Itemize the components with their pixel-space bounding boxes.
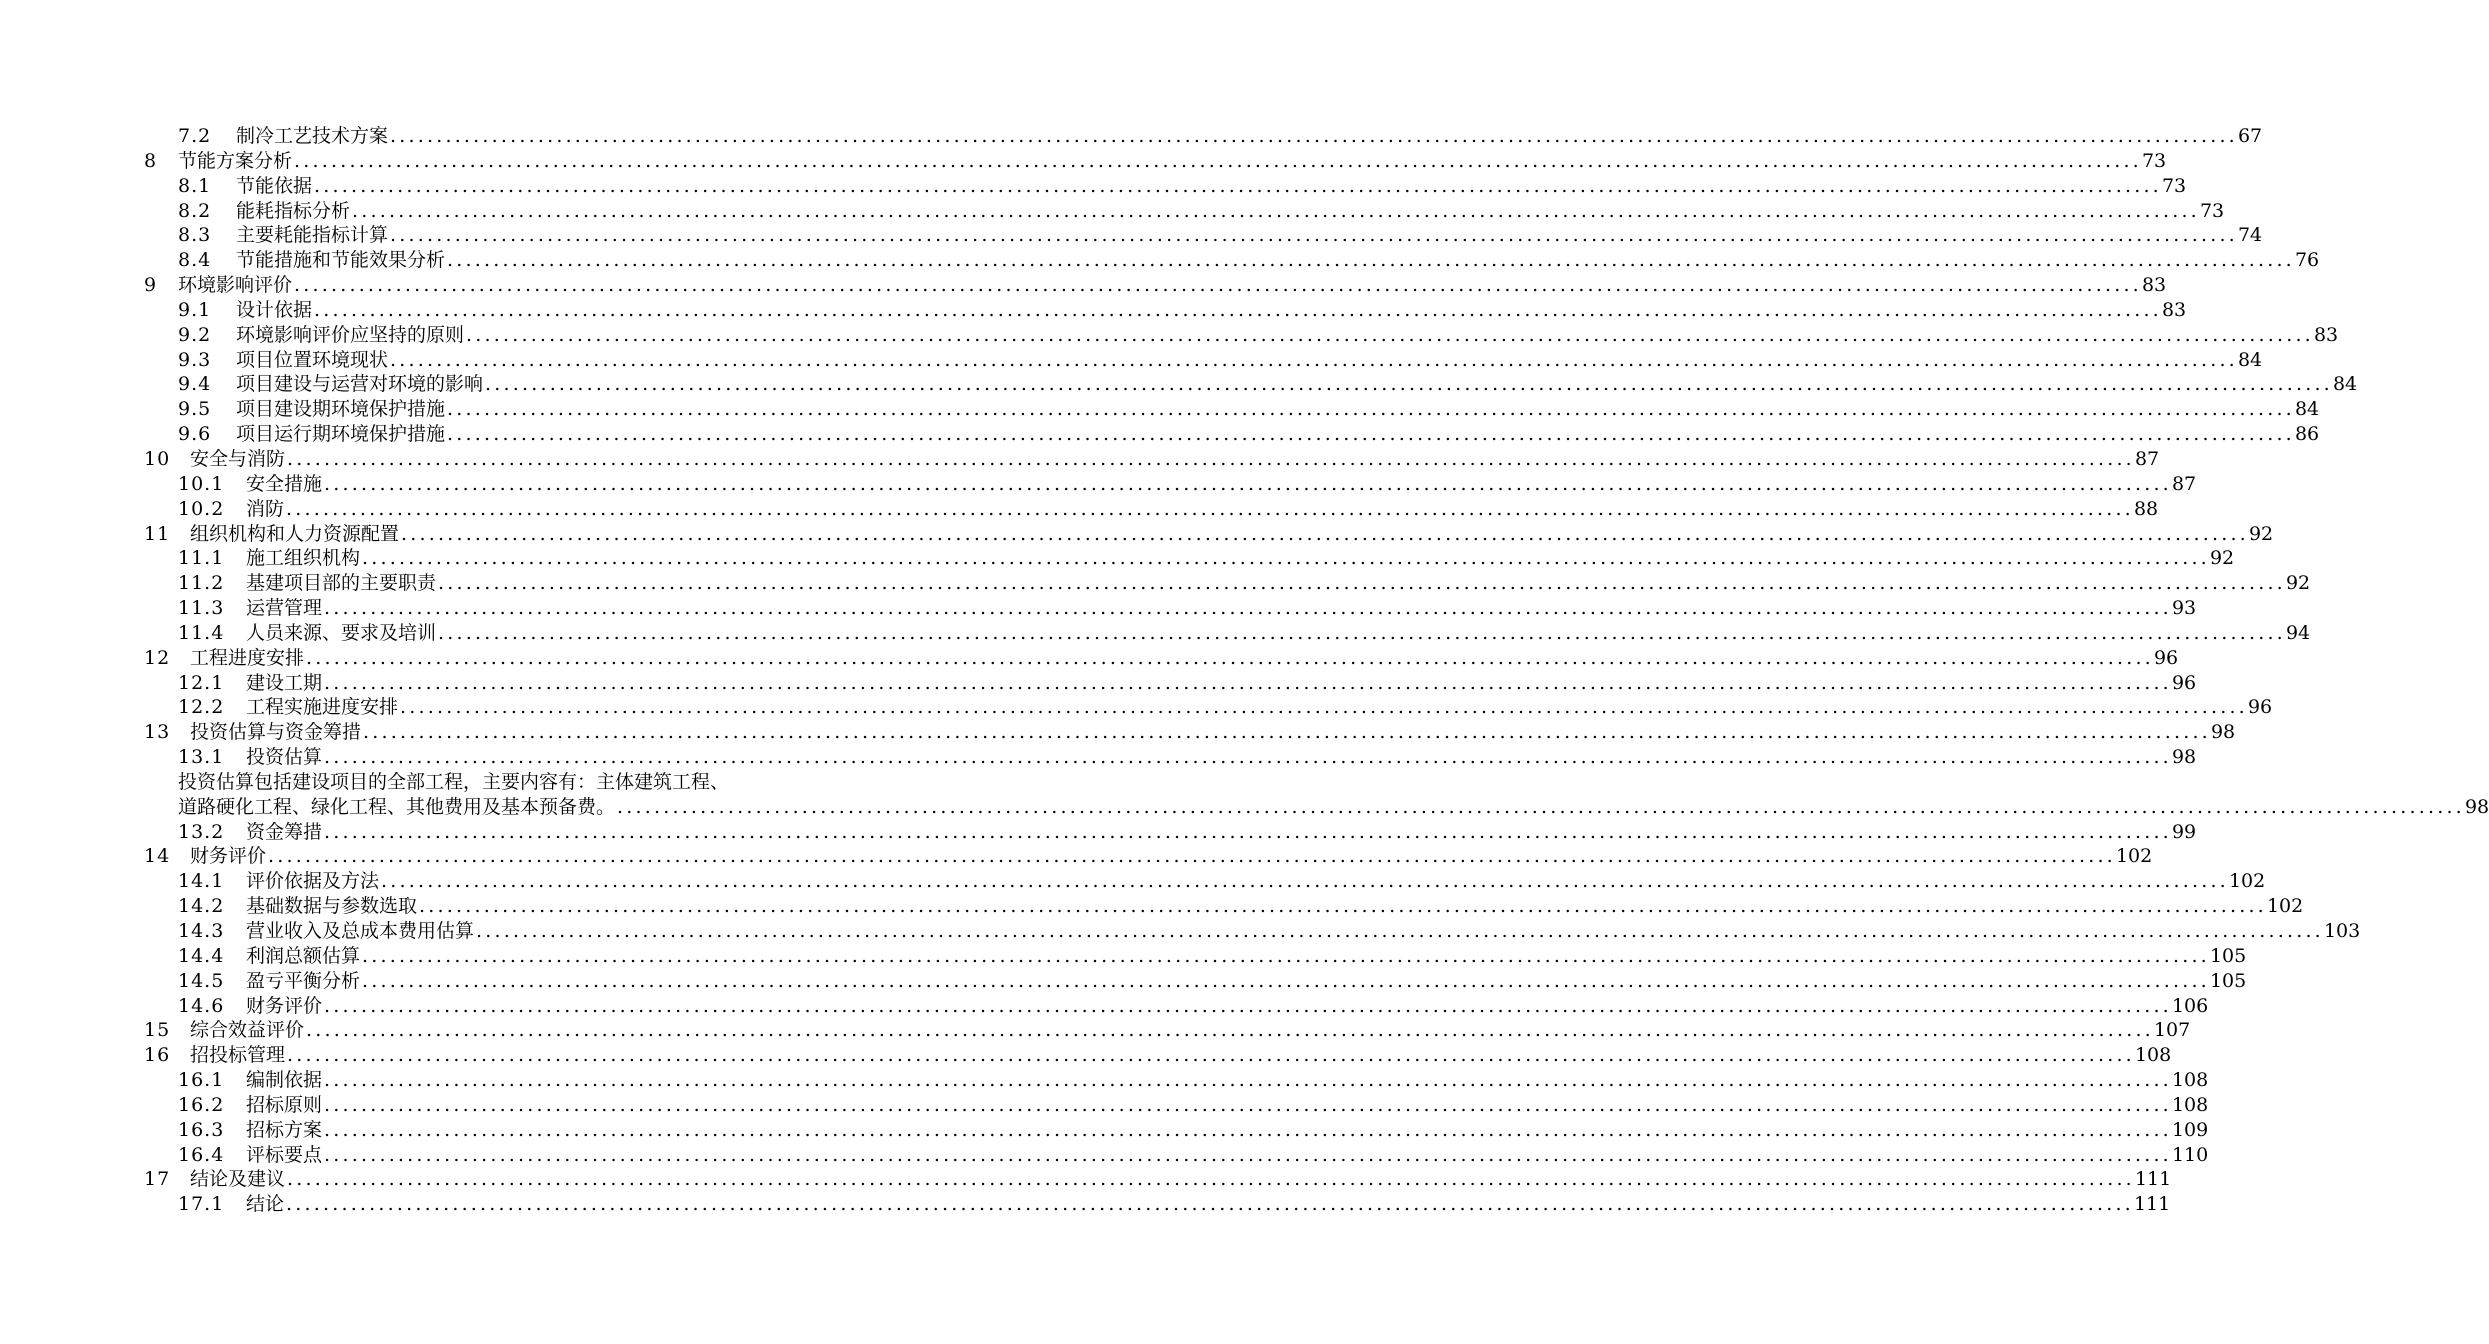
toc-page-number: 96 <box>2247 696 2273 719</box>
toc-subsection-entry[interactable] <box>0 994 2209 1019</box>
toc-page-number: 74 <box>2237 224 2263 247</box>
toc-dot-leader: ........................................................................................................................................................................................................ <box>324 597 2172 620</box>
toc-page-number: 103 <box>2323 920 2361 942</box>
toc-entry-number: 14.1 <box>178 870 225 893</box>
toc-entry-line <box>190 522 2274 547</box>
toc-page-number: 92 <box>2285 572 2311 595</box>
toc-dot-leader: ........................................................................................................................................................................................................ <box>390 224 2238 247</box>
toc-entry-title: 项目位置环境现状 <box>236 348 389 371</box>
toc-dot-leader: ........................................................................................................................................................................................................ <box>362 547 2210 570</box>
toc-dot-leader: ........................................................................................................................................................................................................ <box>438 572 2286 595</box>
toc-entry-number: 13.1 <box>178 746 225 769</box>
toc-entry-line <box>236 174 2187 199</box>
toc-entry-number: 9.5 <box>178 398 212 421</box>
toc-entry-title: 施工组织机构 <box>246 547 361 570</box>
toc-entry-title: 制冷工艺技术方案 <box>236 125 389 147</box>
toc-subsection-entry[interactable] <box>0 820 2197 845</box>
toc-entry-title: 结论及建议 <box>190 1168 286 1191</box>
toc-entry-line <box>178 795 2489 820</box>
toc-subsection-entry[interactable] <box>0 745 2197 770</box>
toc-entry-number: 17.1 <box>178 1193 225 1216</box>
toc-page-number: 84 <box>2237 348 2263 371</box>
toc-entry-number: 14.5 <box>178 969 225 992</box>
toc-section-entry[interactable] <box>0 720 2236 745</box>
toc-entry-number: 13.2 <box>178 820 225 843</box>
toc-entry-number: 8.3 <box>178 224 212 247</box>
toc-entry-number: 14.4 <box>178 944 225 967</box>
toc-entry-number: 16.4 <box>178 1143 225 1166</box>
toc-entry-title: 利润总额估算 <box>246 944 361 967</box>
toc-subsection-entry[interactable] <box>0 323 2339 348</box>
toc-page-number: 102 <box>2228 870 2266 893</box>
toc-subsection-entry[interactable] <box>0 596 2197 621</box>
toc-entry-title: 财务评价 <box>246 994 323 1017</box>
toc-dot-leader: ........................................................................................................................................................................................................ <box>287 1044 2135 1067</box>
toc-page-number: 105 <box>2209 944 2247 967</box>
toc-page-number: 111 <box>2134 1168 2172 1191</box>
toc-entry-number: 9.2 <box>178 323 212 346</box>
toc-entry-number: 8.4 <box>178 249 212 272</box>
toc-dot-leader: ........................................................................................................................................................................................................ <box>447 398 2295 421</box>
toc-entry-title: 消防 <box>246 497 285 520</box>
toc-subsection-entry[interactable] <box>0 248 2320 273</box>
toc-dot-leader: ........................................................................................................................................................................................................ <box>363 721 2211 744</box>
toc-subsection-entry[interactable] <box>0 894 2304 919</box>
toc-entry-number: 15 <box>144 1019 171 1042</box>
toc-section-entry[interactable] <box>0 844 2153 869</box>
toc-subsection-entry[interactable] <box>0 472 2197 497</box>
toc-entry-line <box>246 1143 2209 1168</box>
toc-entry-title: 节能方案分析 <box>178 149 293 172</box>
toc-entry-number: 7.2 <box>178 125 212 147</box>
toc-subsection-entry[interactable] <box>0 223 2263 248</box>
toc-entry-line <box>190 844 2153 869</box>
toc-entry-number: 10.2 <box>178 497 225 520</box>
toc-entry-number: 12.1 <box>178 671 225 694</box>
toc-dot-leader: ........................................................................................................................................................................................................ <box>617 795 2465 818</box>
toc-entry-line <box>246 571 2311 596</box>
toc-dot-leader: ........................................................................................................................................................................................................ <box>324 472 2172 495</box>
toc-entry-title: 组织机构和人力资源配置 <box>190 522 400 545</box>
toc-entry-title: 编制依据 <box>246 1069 323 1092</box>
toc-dot-leader: ........................................................................................................................................................................................................ <box>324 1093 2172 1116</box>
toc-entry-line <box>236 124 2263 149</box>
toc-subsection-entry[interactable] <box>0 571 2311 596</box>
toc-entry-title: 节能依据 <box>236 174 313 197</box>
toc-dot-leader: ........................................................................................................................................................................................................ <box>268 845 2116 868</box>
toc-page-number: 110 <box>2171 1143 2209 1166</box>
toc-entry-line <box>246 695 2273 720</box>
toc-entry-number: 11.1 <box>178 547 225 570</box>
toc-dot-leader: ........................................................................................................................................................................................................ <box>306 646 2154 669</box>
toc-entry-line <box>246 596 2197 621</box>
toc-page-number: 102 <box>2115 845 2153 868</box>
toc-page-number: 83 <box>2141 274 2167 297</box>
toc-subsection-entry[interactable] <box>0 348 2263 373</box>
toc-dot-leader: ........................................................................................................................................................................................................ <box>324 994 2172 1017</box>
toc-subsection-entry[interactable] <box>0 969 2247 994</box>
toc-dot-leader: ........................................................................................................................................................................................................ <box>401 522 2249 545</box>
toc-subsection-entry[interactable] <box>0 497 2159 522</box>
toc-entry-title: 设计依据 <box>236 298 313 321</box>
toc-entry-title: 人员来源、要求及培训 <box>246 621 437 644</box>
toc-page-number: 105 <box>2209 969 2247 992</box>
toc-dot-leader: ........................................................................................................................................................................................................ <box>447 423 2295 446</box>
toc-dot-leader: ........................................................................................................................................................................................................ <box>324 1069 2172 1092</box>
toc-page-number: 107 <box>2153 1019 2191 1042</box>
toc-entry-line <box>190 1018 2191 1043</box>
toc-entry-title: 安全与消防 <box>190 447 286 470</box>
toc-section-entry[interactable] <box>0 149 2167 174</box>
toc-entry-number: 12 <box>144 646 171 669</box>
toc-entry-title: 基础数据与参数选取 <box>246 895 418 918</box>
toc-section-entry[interactable] <box>0 646 2179 671</box>
toc-subsection-entry[interactable] <box>0 372 2358 397</box>
toc-page-number: 84 <box>2294 398 2320 421</box>
toc-page-number: 92 <box>2209 547 2235 570</box>
toc-subsection-entry[interactable] <box>0 174 2187 199</box>
toc-section-entry[interactable] <box>0 795 2489 820</box>
toc-entry-title: 招标原则 <box>246 1093 323 1116</box>
toc-entry-title: 投资估算与资金筹措 <box>190 721 362 744</box>
toc-page-number: 108 <box>2171 1069 2209 1092</box>
toc-entry-number: 10 <box>144 447 171 470</box>
toc-dot-leader: ........................................................................................................................................................................................................ <box>314 174 2162 197</box>
toc-section-entry[interactable] <box>0 273 2167 298</box>
toc-entry-number: 17 <box>144 1168 171 1191</box>
toc-subsection-entry[interactable] <box>0 869 2266 894</box>
toc-entry-line <box>246 869 2266 894</box>
toc-entry-title: 环境影响评价 <box>178 274 293 297</box>
toc-dot-leader: ........................................................................................................................................................................................................ <box>306 1019 2154 1042</box>
toc-dot-leader: ........................................................................................................................................................................................................ <box>294 274 2142 297</box>
toc-entry-number: 14.3 <box>178 920 225 942</box>
toc-dot-leader: ........................................................................................................................................................................................................ <box>324 746 2172 769</box>
toc-entry-title: 工程实施进度安排 <box>246 696 399 719</box>
toc-entry-number: 8.1 <box>178 174 212 197</box>
toc-page-number: 73 <box>2161 174 2187 197</box>
toc-page-number: 83 <box>2161 298 2187 321</box>
toc-entry-line <box>236 248 2320 273</box>
toc-entry-title: 财务评价 <box>190 845 267 868</box>
toc-dot-leader: ........................................................................................................................................................................................................ <box>286 497 2134 520</box>
toc-page-number: 96 <box>2153 646 2179 669</box>
toc-subsection-entry[interactable] <box>0 1068 2209 1093</box>
toc-entry-title: 能耗指标分析 <box>236 199 351 222</box>
toc-subsection-entry[interactable] <box>0 199 2225 224</box>
toc-entry-title: 道路硬化工程、绿化工程、其他费用及基本预备费。 <box>178 795 616 818</box>
toc-entry-line <box>246 919 2361 944</box>
toc-body-text-content: 投资估算包括建设项目的全部工程，主要内容有：主体建筑工程、 <box>178 770 730 793</box>
toc-dot-leader: ........................................................................................................................................................................................................ <box>287 447 2135 470</box>
toc-entry-line <box>236 199 2225 224</box>
toc-subsection-entry[interactable] <box>0 944 2247 969</box>
toc-entry-line <box>246 546 2235 571</box>
toc-entry-number: 10.1 <box>178 472 225 495</box>
toc-section-entry[interactable] <box>0 1043 2172 1068</box>
toc-section-entry[interactable] <box>0 447 2160 472</box>
toc-entry-title: 主要耗能指标计算 <box>236 224 389 247</box>
toc-entry-title: 评价依据及方法 <box>246 870 380 893</box>
toc-page-number: 73 <box>2199 199 2225 222</box>
toc-entry-number: 11.3 <box>178 597 225 620</box>
toc-section-entry[interactable] <box>0 522 2274 547</box>
toc-entry-line <box>190 646 2179 671</box>
toc-entry-line <box>246 1093 2209 1118</box>
toc-dot-leader: ........................................................................................................................................................................................................ <box>324 820 2172 843</box>
toc-entry-title: 节能措施和节能效果分析 <box>236 249 446 272</box>
toc-dot-leader: ........................................................................................................................................................................................................ <box>352 199 2200 222</box>
toc-entry-number: 14.6 <box>178 994 225 1017</box>
toc-entry-title: 招投标管理 <box>190 1044 286 1067</box>
toc-entry-number: 11.4 <box>178 621 225 644</box>
toc-entry-number: 12.2 <box>178 696 225 719</box>
toc-page-number: 94 <box>2285 621 2311 644</box>
toc-subsection-entry[interactable] <box>0 1143 2209 1168</box>
toc-entry-title: 运营管理 <box>246 597 323 620</box>
toc-dot-leader: ........................................................................................................................................................................................................ <box>324 1118 2172 1141</box>
toc-entry-line <box>246 1192 2171 1217</box>
toc-entry-line <box>246 1068 2209 1093</box>
toc-entry-title: 评标要点 <box>246 1143 323 1166</box>
toc-entry-title: 项目运行期环境保护措施 <box>236 423 446 446</box>
toc-page-number: 96 <box>2171 671 2197 694</box>
toc-subsection-entry[interactable] <box>0 1192 2171 1217</box>
toc-page-number: 106 <box>2171 994 2209 1017</box>
toc-entry-line <box>246 894 2304 919</box>
toc-page-number: 87 <box>2171 472 2197 495</box>
toc-entry-number: 16.3 <box>178 1118 225 1141</box>
toc-dot-leader: ........................................................................................................................................................................................................ <box>362 969 2210 992</box>
toc-entry-title: 建设工期 <box>246 671 323 694</box>
toc-page-number: 108 <box>2134 1044 2172 1067</box>
toc-entry-line <box>236 223 2263 248</box>
toc-entry-line <box>246 497 2159 522</box>
toc-entry-line <box>236 397 2320 422</box>
toc-entry-number: 11 <box>144 522 171 545</box>
toc-entry-title: 投资估算 <box>246 746 323 769</box>
toc-entry-number: 9.3 <box>178 348 212 371</box>
toc-subsection-entry[interactable] <box>0 422 2320 447</box>
toc-dot-leader: ........................................................................................................................................................................................................ <box>438 621 2286 644</box>
toc-page-number: 93 <box>2171 597 2197 620</box>
toc-dot-leader: ........................................................................................................................................................................................................ <box>390 348 2238 371</box>
toc-dot-leader: ........................................................................................................................................................................................................ <box>314 298 2162 321</box>
toc-entry-line <box>178 273 2167 298</box>
toc-entry-title: 综合效益评价 <box>190 1019 305 1042</box>
toc-dot-leader: ........................................................................................................................................................................................................ <box>362 944 2210 967</box>
toc-section-entry[interactable] <box>0 1018 2191 1043</box>
toc-page-number: 109 <box>2171 1118 2209 1141</box>
toc-entry-line <box>236 298 2187 323</box>
toc-section-entry[interactable] <box>0 1167 2172 1192</box>
toc-entry-number: 16 <box>144 1044 171 1067</box>
toc-entry-line <box>246 745 2197 770</box>
toc-entry-title: 结论 <box>246 1193 285 1216</box>
toc-entry-title: 项目建设期环境保护措施 <box>236 398 446 421</box>
toc-subsection-entry[interactable] <box>0 671 2197 696</box>
toc-page-number: 98 <box>2171 746 2197 769</box>
toc-entry-title: 安全措施 <box>246 472 323 495</box>
toc-dot-leader: ........................................................................................................................................................................................................ <box>400 696 2248 719</box>
toc-entry-number: 13 <box>144 721 171 744</box>
toc-page-number: 99 <box>2171 820 2197 843</box>
toc-page-number: 98 <box>2210 721 2236 744</box>
toc-entry-number: 8 <box>144 149 158 172</box>
toc-entry-title: 工程进度安排 <box>190 646 305 669</box>
toc-page-number: 83 <box>2313 323 2339 346</box>
toc-dot-leader: ........................................................................................................................................................................................................ <box>447 249 2295 272</box>
toc-entry-title: 营业收入及总成本费用估算 <box>246 920 475 942</box>
toc-page-number: 73 <box>2141 149 2167 172</box>
toc-subsection-entry[interactable] <box>0 124 2263 149</box>
toc-page-number: 87 <box>2134 447 2160 470</box>
toc-dot-leader: ........................................................................................................................................................................................................ <box>419 895 2267 918</box>
toc-page-number: 108 <box>2171 1093 2209 1116</box>
toc-entry-title: 项目建设与运营对环境的影响 <box>236 373 484 396</box>
toc-entry-line <box>236 323 2339 348</box>
toc-subsection-entry[interactable] <box>0 397 2320 422</box>
toc-entry-number: 16.2 <box>178 1093 225 1116</box>
toc-entry-line <box>246 621 2311 646</box>
toc-dot-leader: ........................................................................................................................................................................................................ <box>324 1143 2172 1166</box>
toc-page-number: 92 <box>2248 522 2274 545</box>
toc-subsection-entry[interactable] <box>0 1093 2209 1118</box>
toc-entry-number: 16.1 <box>178 1069 225 1092</box>
toc-entry-number: 9.4 <box>178 373 212 396</box>
toc-dot-leader: ........................................................................................................................................................................................................ <box>476 920 2324 942</box>
toc-dot-leader: ........................................................................................................................................................................................................ <box>466 323 2314 346</box>
toc-entry-line <box>190 447 2160 472</box>
toc-dot-leader: ........................................................................................................................................................................................................ <box>287 1168 2135 1191</box>
toc-subsection-entry[interactable] <box>0 1118 2209 1143</box>
toc-subsection-entry[interactable] <box>0 695 2273 720</box>
toc-entry-line <box>246 1118 2209 1143</box>
toc-subsection-entry[interactable] <box>0 546 2235 571</box>
toc-entry-line <box>178 149 2167 174</box>
toc-entry-line <box>236 372 2358 397</box>
toc-entry-line <box>246 969 2247 994</box>
table-of-contents <box>0 124 2489 1217</box>
toc-dot-leader: ........................................................................................................................................................................................................ <box>485 373 2333 396</box>
toc-entry-number: 9 <box>144 274 158 297</box>
toc-entry-title: 环境影响评价应坚持的原则 <box>236 323 465 346</box>
toc-entry-line <box>246 944 2247 969</box>
toc-dot-leader: ........................................................................................................................................................................................................ <box>294 149 2142 172</box>
toc-entry-number: 9.1 <box>178 298 212 321</box>
toc-subsection-entry[interactable] <box>0 298 2187 323</box>
toc-entry-number: 14.2 <box>178 895 225 918</box>
toc-entry-title: 盈亏平衡分析 <box>246 969 361 992</box>
toc-body-text <box>0 770 950 795</box>
toc-page-number: 102 <box>2266 895 2304 918</box>
toc-page-number: 67 <box>2237 125 2263 147</box>
toc-page-number: 88 <box>2133 497 2159 520</box>
toc-entry-line <box>190 1043 2172 1068</box>
toc-entry-line <box>236 348 2263 373</box>
toc-subsection-entry[interactable] <box>0 919 2361 944</box>
toc-entry-line <box>190 720 2236 745</box>
toc-entry-number: 9.6 <box>178 423 212 446</box>
toc-entry-line <box>190 1167 2172 1192</box>
toc-entry-title: 资金筹措 <box>246 820 323 843</box>
toc-entry-number: 14 <box>144 845 171 868</box>
toc-entry-line <box>236 422 2320 447</box>
toc-entry-line <box>246 820 2197 845</box>
toc-dot-leader: ........................................................................................................................................................................................................ <box>381 870 2229 893</box>
toc-dot-leader: ........................................................................................................................................................................................................ <box>390 125 2238 147</box>
toc-entry-line <box>246 994 2209 1019</box>
toc-entry-number: 8.2 <box>178 199 212 222</box>
toc-entry-title: 招标方案 <box>246 1118 323 1141</box>
toc-page-number: 84 <box>2332 373 2358 396</box>
toc-page-number: 98 <box>2464 795 2489 818</box>
toc-subsection-entry[interactable] <box>0 621 2311 646</box>
toc-entry-line <box>246 472 2197 497</box>
toc-entry-number: 11.2 <box>178 572 225 595</box>
toc-dot-leader: ........................................................................................................................................................................................................ <box>286 1193 2134 1216</box>
toc-entry-title: 基建项目部的主要职责 <box>246 572 437 595</box>
toc-entry-line <box>246 671 2197 696</box>
toc-dot-leader: ........................................................................................................................................................................................................ <box>324 671 2172 694</box>
toc-page-number: 111 <box>2133 1193 2171 1216</box>
toc-page-number: 86 <box>2294 423 2320 446</box>
toc-page-number: 76 <box>2294 249 2320 272</box>
